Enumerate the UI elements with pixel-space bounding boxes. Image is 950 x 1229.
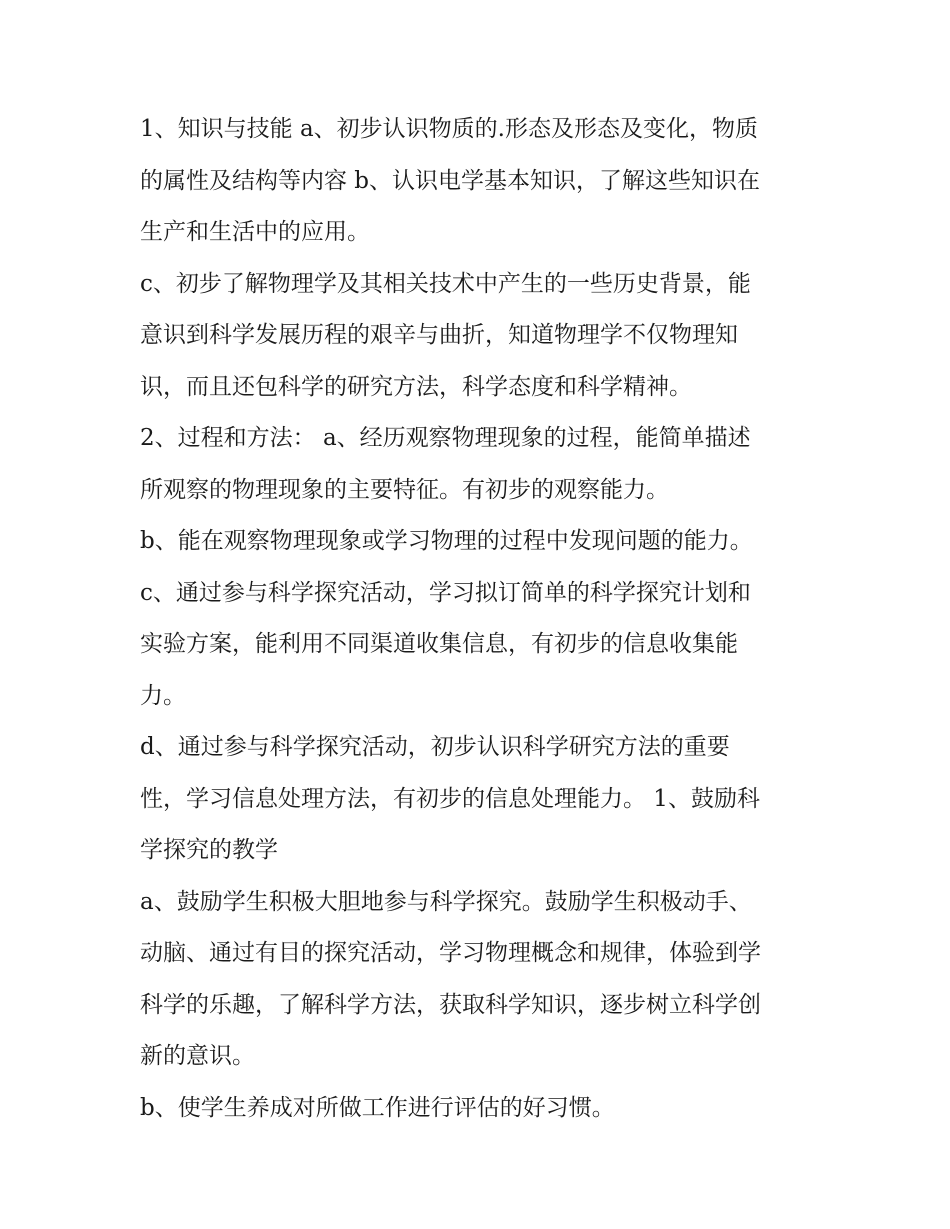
text-line: 实验方案，能利用不同渠道收集信息，有初步的信息收集能: [140, 631, 738, 657]
text-line: c、初步了解物理学及其相关技术中产生的一些历史背景，能: [140, 270, 751, 297]
text-line: b、使学生养成对所做工作进行评估的好习惯。: [140, 1094, 615, 1121]
text-line: d、通过参与科学探究活动，初步认识科学研究方法的重要: [140, 734, 730, 760]
text-line: 学探究的教学: [140, 837, 278, 863]
text-line: 动脑、通过有目的探究活动，学习物理概念和规律，体验到学: [140, 940, 761, 966]
text-line: 科学的乐趣，了解科学方法，获取科学知识，逐步树立科学创: [140, 991, 761, 1018]
document-body: [140, 104, 820, 1134]
text-line: 2、过程和方法： a、经历观察物理现象的过程，能简单描述: [140, 425, 751, 451]
text-line: 意识到科学发展历程的艰辛与曲折，知道物理学不仅物理知: [140, 322, 738, 348]
text-line: 性，学习信息处理方法，有初步的信息处理能力。 1、鼓励科: [140, 785, 760, 812]
text-line: a、鼓励学生积极大胆地参与科学探究。鼓励学生积极动手、: [140, 888, 752, 915]
text-line: b、能在观察物理现象或学习物理的过程中发现问题的能力。: [140, 528, 753, 554]
text-line: 所观察的物理现象的主要特征。有初步的观察能力。: [140, 476, 669, 503]
text-line: 的属性及结构等内容 b、认识电学基本知识，了解这些知识在: [140, 167, 761, 194]
text-line: c、通过参与科学探究活动，学习拟订简单的科学探究计划和: [140, 579, 751, 606]
text-line: 识，而且还包科学的研究方法，科学态度和科学精神。: [140, 373, 692, 400]
text-line: 生产和生活中的应用。: [140, 219, 370, 245]
text-line: 新的意识。: [140, 1043, 255, 1069]
text-line: 1、知识与技能 a、初步认识物质的.形态及形态及变化，物质: [140, 116, 758, 142]
text-line: 力。: [140, 682, 186, 709]
